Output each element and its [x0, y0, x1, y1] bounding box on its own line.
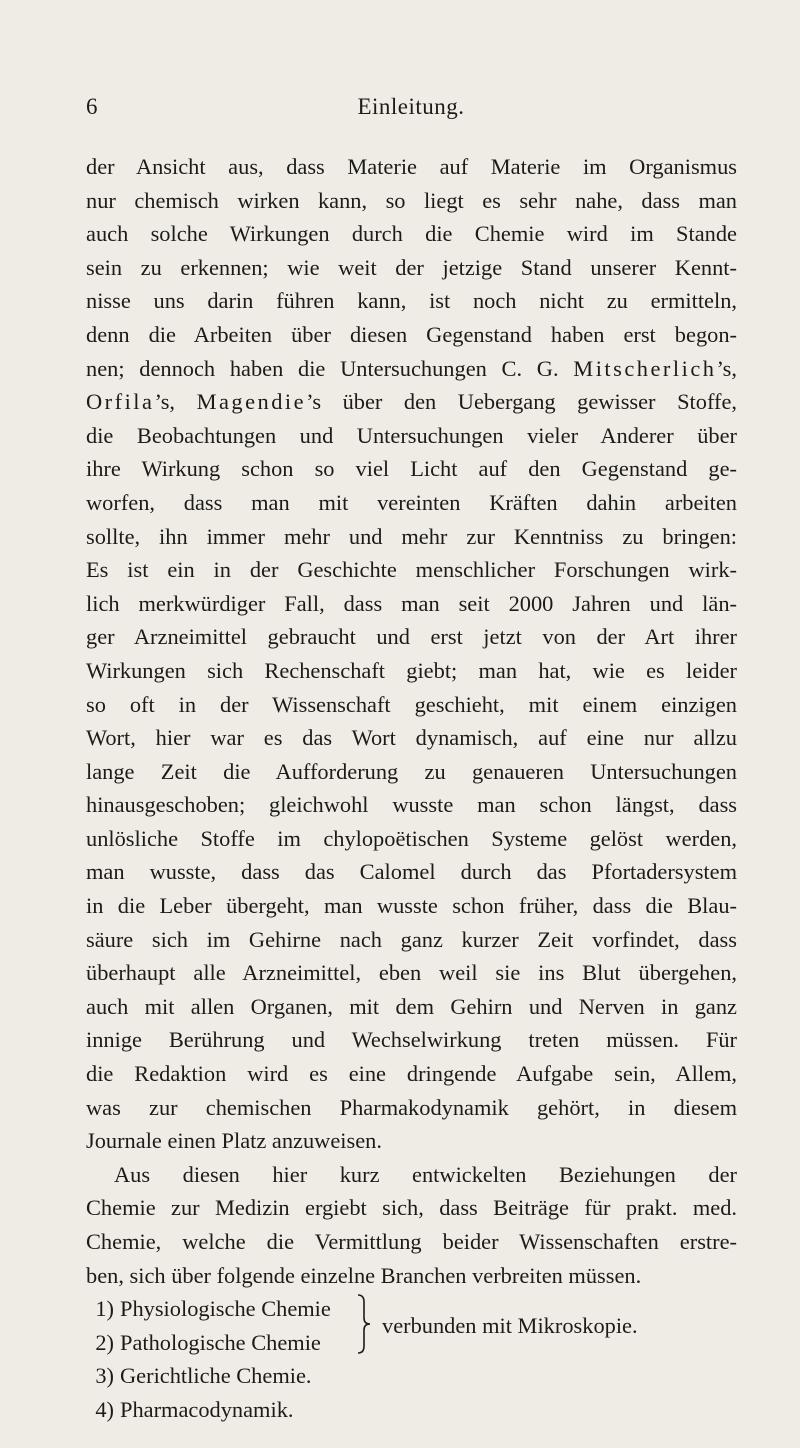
- text-line: säure sich im Gehirne nach ganz kurzer Zeit vorfindet, dass: [86, 926, 737, 952]
- list-label: Physiologische Chemie: [120, 1296, 331, 1322]
- page-header: [86, 94, 736, 128]
- body-text: [86, 150, 737, 1427]
- text-line: Aus diesen hier kurz entwickelten Beziehungen der: [114, 1161, 737, 1187]
- text-line: denn die Arbeiten über diesen Gegenstand haben erst begon-: [86, 321, 737, 347]
- text-line: was zur chemischen Pharmakodynamik gehört, in diesem: [86, 1094, 737, 1120]
- brace-note: verbunden mit Mikroskopie.: [382, 1313, 638, 1339]
- text-line: ger Arzneimittel gebraucht und erst jetzt von der Art ihrer: [86, 624, 737, 650]
- text-line: Wirkungen sich Rechenschaft giebt; man hat, wie es leider: [86, 657, 737, 683]
- text-line: die Beobachtungen und Untersuchungen vieler Anderer über: [86, 422, 737, 448]
- text-line: ihre Wirkung schon so viel Licht auf den Gegenstand ge-: [86, 456, 737, 482]
- text-line: Wort, hier war es das Wort dynamisch, auf eine nur allzu: [86, 725, 737, 751]
- text-line: Journale einen Platz anzuweisen.: [86, 1128, 382, 1154]
- text-line: Chemie zur Medizin ergiebt sich, dass Beiträge für prakt. med.: [86, 1195, 737, 1221]
- list-number: 1): [95, 1296, 114, 1322]
- text-line: lange Zeit die Aufforderung zu genaueren Untersuchungen: [86, 758, 737, 784]
- text-line: auch solche Wirkungen durch die Chemie wird im Stande: [86, 221, 737, 247]
- text-segment: ’s,: [716, 355, 737, 381]
- right-brace-icon: [356, 1294, 372, 1354]
- text-line: sein zu erkennen; wie weit der jetzige Stand unserer Kennt-: [86, 254, 737, 280]
- text-line: auch mit allen Organen, mit dem Gehirn und Nerven in ganz: [86, 993, 737, 1019]
- paragraph-2: [86, 1158, 737, 1292]
- list-item: [86, 1393, 737, 1427]
- text-line: überhaupt alle Arzneimittel, eben weil sie ins Blut übergehen,: [86, 960, 737, 986]
- text-line: man wusste, dass das Calomel durch das Pfortadersystem: [86, 859, 737, 885]
- running-title: Einleitung.: [357, 94, 465, 119]
- text-line: Es ist ein in der Geschichte menschlicher Forschungen wirk-: [86, 557, 737, 583]
- text-line: innige Berührung und Wechselwirkung treten müssen. Für: [86, 1027, 737, 1053]
- text-line: so oft in der Wissenschaft geschieht, mit einem einzigen: [86, 691, 737, 717]
- text-line: [86, 352, 737, 386]
- paragraph-1: [86, 150, 737, 1158]
- text-line: nur chemisch wirken kann, so liegt es sehr nahe, dass man: [86, 187, 737, 213]
- list-label: Gerichtliche Chemie.: [120, 1363, 312, 1389]
- list-label: Pharmacodynamik.: [120, 1396, 294, 1422]
- text-line: lich merkwürdiger Fall, dass man seit 2000 Jahren und län-: [86, 590, 737, 616]
- text-line: der Ansicht aus, dass Materie auf Materie im Organismus: [86, 154, 737, 179]
- text-line: [86, 385, 737, 419]
- text-segment: ’s,: [154, 389, 197, 415]
- branch-list: [86, 1292, 737, 1426]
- list-label: Pathologische Chemie: [120, 1329, 321, 1355]
- text-line: die Redaktion wird es eine dringende Aufgabe sein, Allem,: [86, 1061, 737, 1087]
- grouped-branches: [86, 1292, 737, 1359]
- text-segment: ’s über den Uebergang gewisser Stoffe,: [306, 389, 737, 415]
- list-item: [86, 1359, 737, 1393]
- list-number: 2): [95, 1329, 114, 1355]
- author-name-orfila: Orfila: [86, 389, 155, 415]
- text-line: nisse uns darin führen kann, ist noch nicht zu ermitteln,: [86, 288, 737, 314]
- text-line: unlösliche Stoffe im chylopoëtischen Systeme gelöst werden,: [86, 825, 737, 851]
- text-segment: nen; dennoch haben die Untersuchungen C. G.: [86, 355, 574, 381]
- text-line: in die Leber übergeht, man wusste schon früher, dass die Blau-: [86, 893, 737, 919]
- text-line: sollte, ihn immer mehr und mehr zur Kenntniss zu bringen:: [86, 523, 737, 549]
- text-line: Chemie, welche die Vermittlung beider Wissenschaften erstre-: [86, 1229, 737, 1254]
- list-number: 4): [95, 1396, 114, 1422]
- list-number: 3): [95, 1363, 114, 1389]
- text-line: hinausgeschoben; gleichwohl wusste man schon längst, dass: [86, 792, 737, 818]
- text-line: worfen, dass man mit vereinten Kräften dahin arbeiten: [86, 489, 737, 515]
- author-name-mitscherlich: Mitscherlich: [573, 355, 717, 381]
- author-name-magendie: Magendie: [196, 389, 307, 415]
- page-number: 6: [86, 94, 98, 119]
- text-line: ben, sich über folgende einzelne Branchen verbreiten müssen.: [86, 1262, 642, 1288]
